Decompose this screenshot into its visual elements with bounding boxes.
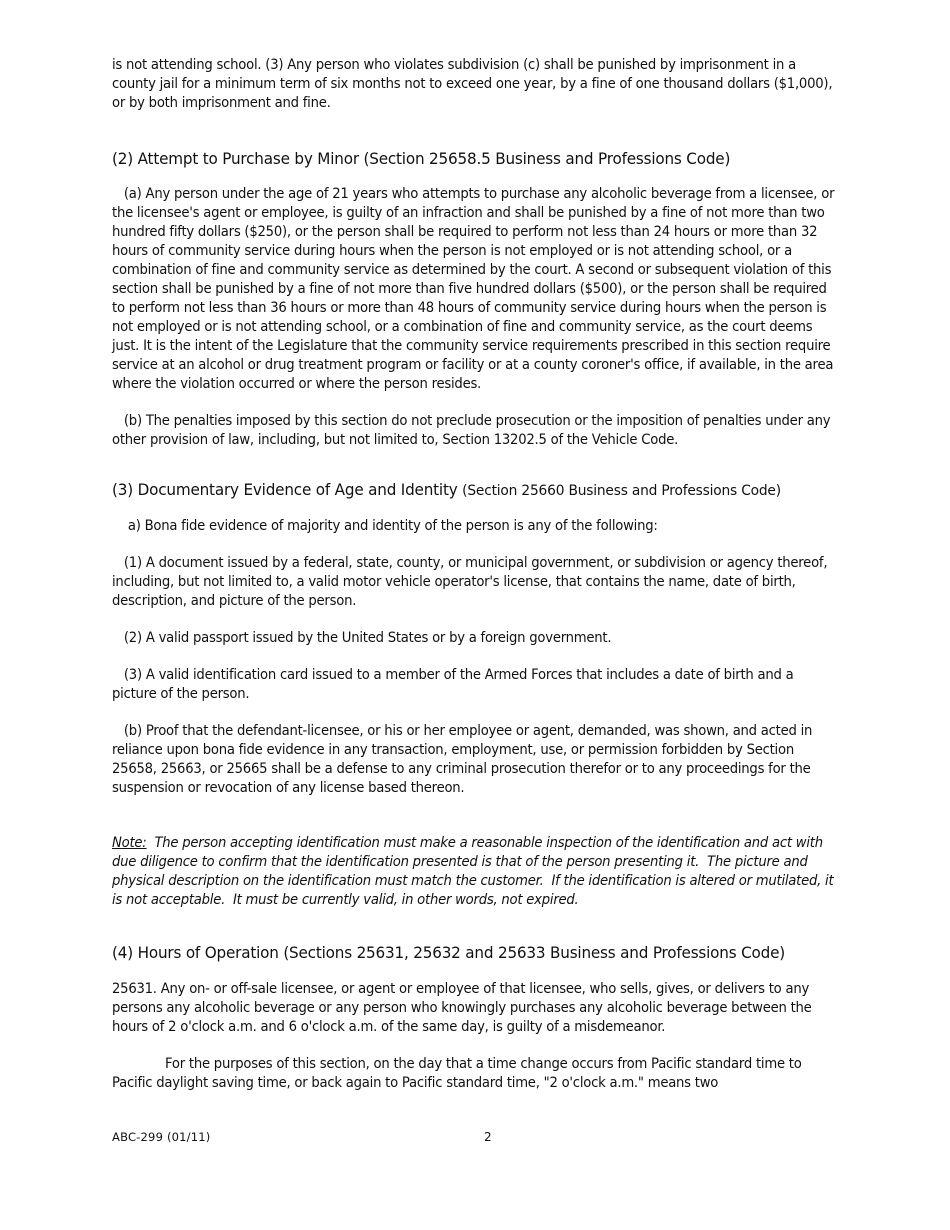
time-change-text: For the purposes of this section, on the day that a time change occurs from Pacific standard time to Pacific daylight saving time, or back again to Pacific standard time, "2 o'clock a.m." means two — [112, 1056, 802, 1091]
section-4-heading: (4) Hours of Operation (Sections 25631, 25632 and 25633 Business and Professions Code) — [112, 943, 786, 962]
identification-note — [112, 834, 837, 910]
section-3-item-3: (3) A valid identification card issued to a member of the Armed Forces that includes a date of birth and a picture of the person. — [112, 667, 798, 702]
note-label: Note: — [112, 835, 147, 851]
section-3-heading-title: (3) Documentary Evidence of Age and Identity — [112, 480, 458, 499]
section-3-heading-reference: (Section 25660 Business and Professions Code) — [462, 483, 781, 499]
section-2-heading: (2) Attempt to Purchase by Minor (Section 25658.5 Business and Professions Code) — [112, 149, 731, 168]
section-2-paragraph-a: (a) Any person under the age of 21 years who attempts to purchase any alcoholic beverage from a licensee, or the licensee's agent or employee, is guilty of an infraction and shall be punished by a fine of not more than two hundred fifty dollars ($250), or the person shall be required to perform not less than 24 hours or more than 32 hours of community service during hours when the person is not employed or is not attending school, or a combination of fine and community service as determined by the court. A second or subsequent violation of this section shall be punished by a fine of not more than five hundred dollars ($500), or the person shall be required to perform not less than 36 hours or more than 48 hours of community service during hours when the person is not employed or is not attending school, or a combination of fine and community service, as the court deems just. It is the intent of the Legislature that the community service requirements prescribed in this section require service at an alcohol or drug treatment program or facility or at a county coroner's office, if available, in the area where the violation occurred or where the person resides. — [112, 186, 839, 392]
section-3-heading — [112, 480, 853, 501]
section-3-paragraph-b: (b) Proof that the defendant-licensee, or his or her employee or agent, demanded, was shown, and acted in reliance upon bona fide evidence in any transaction, employment, use, or permission forbidden by Section 25658, 25663, or 25665 shall be a defense to any criminal prosecution therefor or to any proceedings for the suspension or revocation of any license based thereon. — [112, 723, 817, 796]
form-id: ABC-299 (01/11) — [112, 1130, 211, 1144]
document-page — [112, 56, 838, 1093]
section-3-item-1: (1) A document issued by a federal, state, county, or municipal government, or subdivision or agency thereof, including, but not limited to, a valid motor vehicle operator's license, that contains the name, date of birth, description, and picture of the person. — [112, 555, 832, 609]
section-3-paragraph-a: a) Bona fide evidence of majority and identity of the person is any of the following: — [112, 518, 658, 534]
section-4-paragraph-time-change — [112, 1055, 837, 1093]
section-3-item-2: (2) A valid passport issued by the United States or by a foreign government. — [112, 630, 612, 646]
section-2-paragraph-b: (b) The penalties imposed by this section do not preclude prosecution or the imposition of penalties under any other provision of law, including, but not limited to, Section 13202.5 of the Vehicle Code. — [112, 413, 835, 448]
note-text: The person accepting identification must make a reasonable inspection of the identification and act with due diligence to confirm that the identification presented is that of the person presenting it. The picture and physical description on the identification must match the customer. If the identification is altered or mutilated, it is not acceptable. It must be currently valid, in other words, not expired. — [112, 835, 838, 908]
page-number: 2 — [484, 1130, 492, 1144]
continuation-paragraph: is not attending school. (3) Any person who violates subdivision (c) shall be punished by imprisonment in a county jail for a minimum term of six months not to exceed one year, by a fine of one thousand dollars ($1,000), or by both imprisonment and fine. — [112, 57, 833, 111]
section-4-paragraph-25631: 25631. Any on- or off-sale licensee, or agent or employee of that licensee, who sells, gives, or delivers to any persons any alcoholic beverage or any person who knowingly purchases any alcoholic beverage between the hours of 2 o'clock a.m. and 6 o'clock a.m. of the same day, is guilty of a misdemeanor. — [112, 981, 812, 1035]
